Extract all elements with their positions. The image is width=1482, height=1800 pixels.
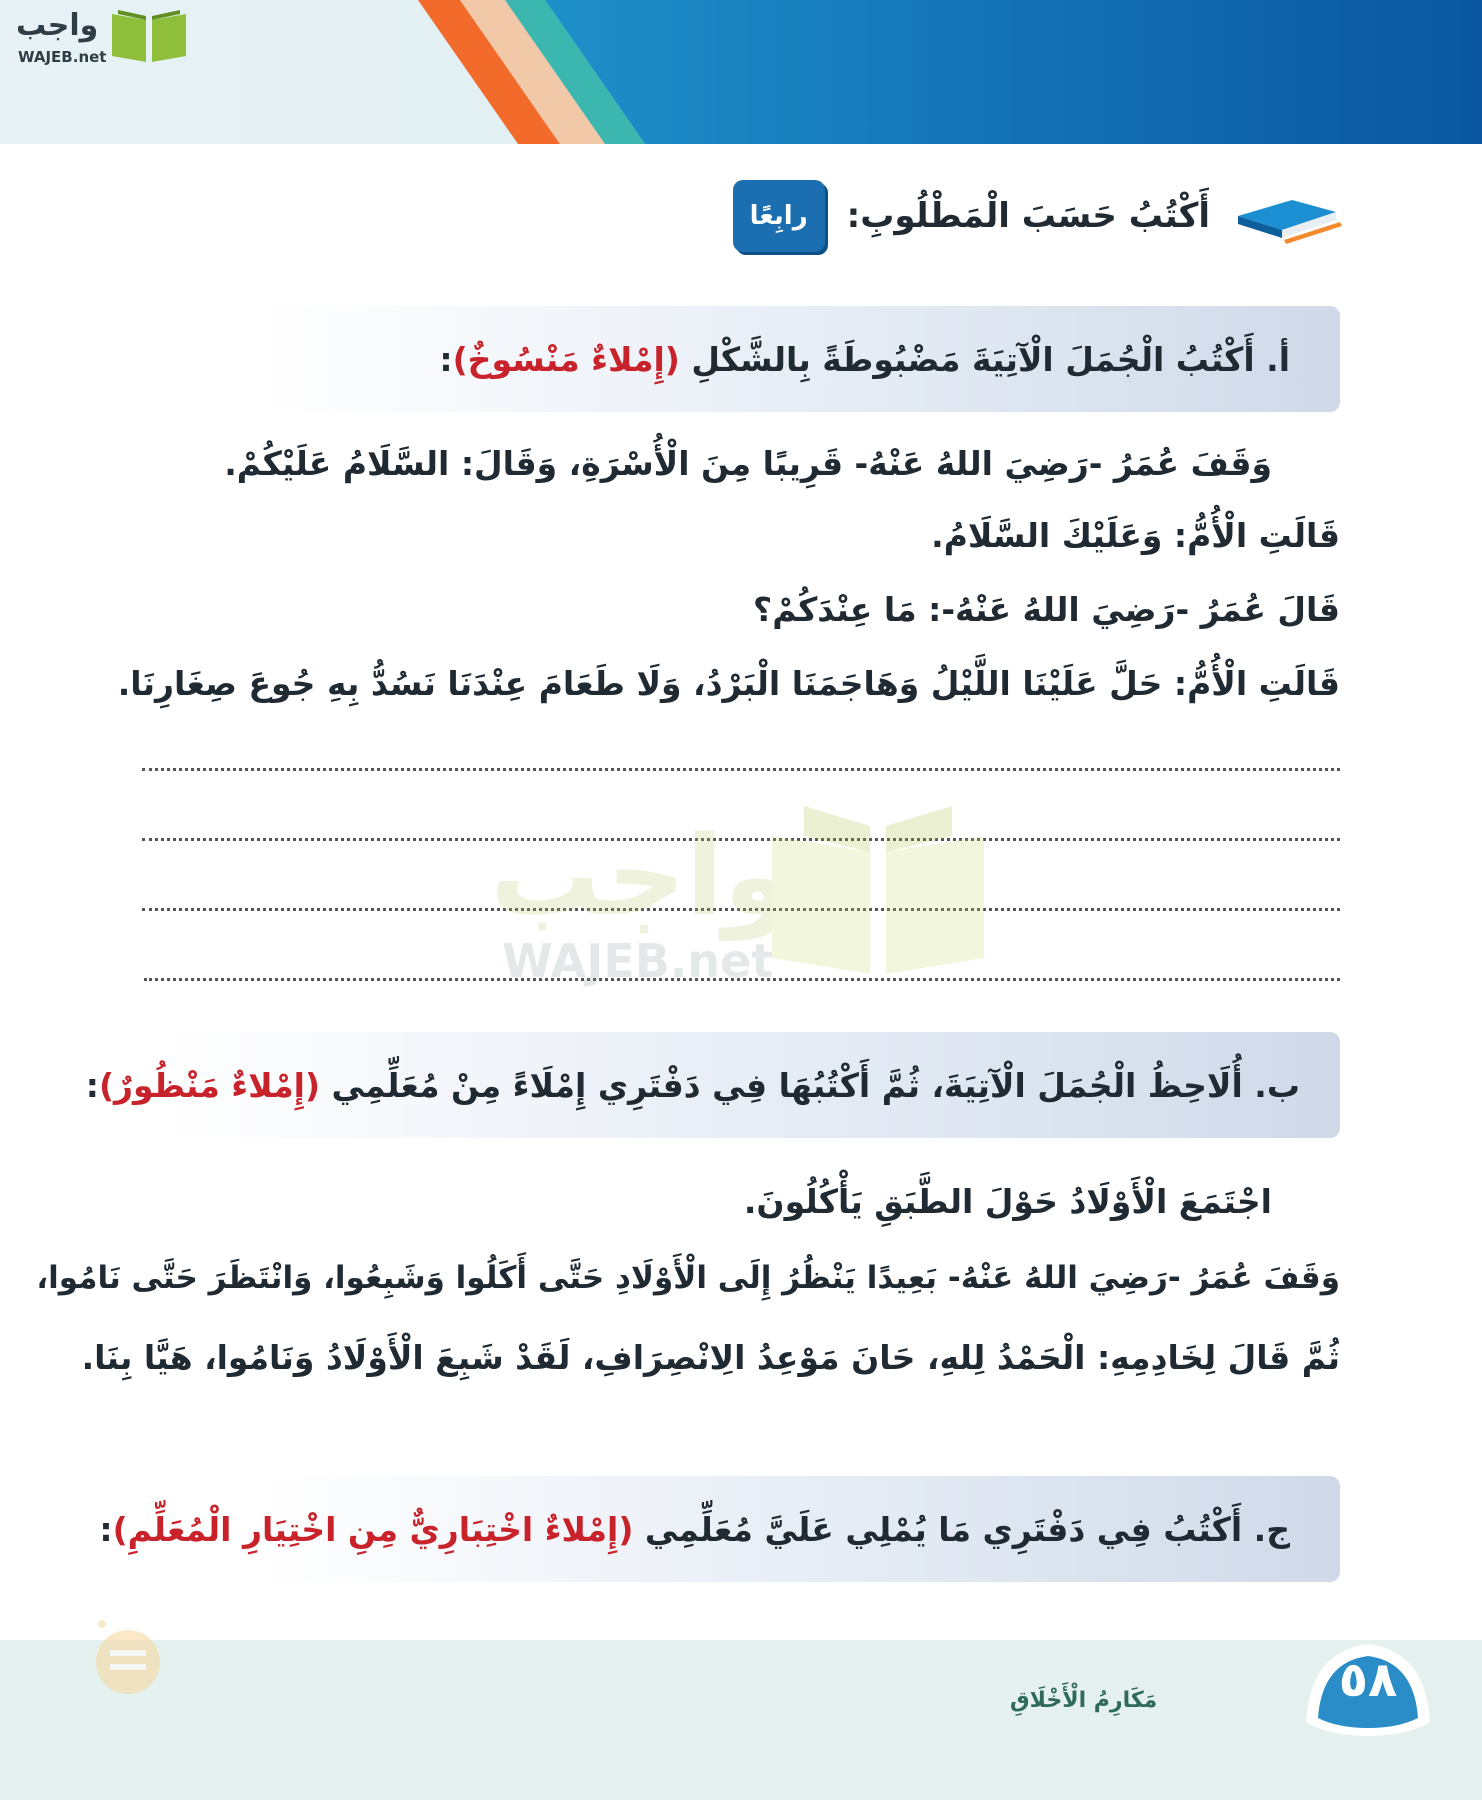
- logo-text-en: WAJEB.net: [18, 48, 107, 66]
- watermark: [490, 812, 1000, 1002]
- section-heading: [733, 178, 1342, 254]
- task-b-bar: [85, 1032, 1340, 1138]
- task-a-bar: [260, 306, 1340, 412]
- task-b-colon: :: [85, 1065, 99, 1105]
- watermark-text-en: WAJEB.net: [502, 934, 774, 988]
- task-a-line-4: قَالَتِ الْأُمُّ: حَلَّ عَلَيْنَا اللَّيْلُ وَهَاجَمَنَا الْبَرْدُ، وَلَا طَعَامَ عِنْدَنَا نَسُدُّ بِهِ جُوعَ صِغَارِنَا.: [117, 664, 1340, 703]
- book-logo-icon: [108, 6, 190, 64]
- task-b-type: (إِمْلاءٌ مَنْظُورٌ): [98, 1065, 321, 1105]
- book-pencil-icon: [1232, 186, 1342, 246]
- task-a-colon: :: [439, 339, 453, 379]
- task-c-label: ج. أَكْتُبُ فِي دَفْتَرِي مَا يُمْلِي عَلَيَّ مُعَلِّمِي: [644, 1509, 1290, 1549]
- task-a-instruction: [439, 340, 1290, 379]
- task-b-instruction: [86, 1066, 1300, 1105]
- task-a-line-2: قَالَتِ الْأُمُّ: وَعَلَيْكَ السَّلَامُ.: [931, 516, 1340, 555]
- task-a-line-1: وَقَفَ عُمَرُ -رَضِيَ اللهُ عَنْهُ- قَرِيبًا مِنَ الْأُسْرَةِ، وَقَالَ: السَّلَامُ عَلَيْكُمْ.: [224, 444, 1272, 483]
- task-b-label: ب. أُلَاحِظُ الْجُمَلَ الْآتِيَةَ، ثُمَّ أَكْتُبُهَا فِي دَفْتَرِي إِمْلَاءً مِنْ مُعَلِّمِي: [331, 1065, 1300, 1105]
- task-c-instruction: [99, 1510, 1290, 1549]
- task-a-type: (إِمْلاءٌ مَنْسُوخٌ): [452, 339, 680, 379]
- task-c-colon: :: [99, 1509, 113, 1549]
- task-b-line-3: ثُمَّ قَالَ لِخَادِمِهِ: الْحَمْدُ لِلهِ، حَانَ مَوْعِدُ الِانْصِرَافِ، لَقَدْ شَبِعَ الْأَوْلَادُ وَنَامُوا، هَيَّا بِنَا.: [81, 1338, 1340, 1377]
- wajeb-logo[interactable]: [8, 6, 193, 68]
- logo-text-ar: واجب: [16, 8, 99, 43]
- page-number: ٥٨: [1338, 1652, 1398, 1708]
- header-banner: [0, 0, 1482, 144]
- writing-line-1[interactable]: [142, 768, 1340, 771]
- task-c-type: (إِمْلاءٌ اخْتِبَارِيٌّ مِنِ اخْتِيَارِ الْمُعَلِّمِ): [112, 1509, 634, 1549]
- task-c-bar: [99, 1476, 1340, 1582]
- corner-decoration-icon: [88, 1610, 168, 1700]
- section-title: أَكْتُبُ حَسَبَ الْمَطْلُوبِ:: [846, 196, 1210, 236]
- watermark-text-ar: واجب: [490, 812, 792, 940]
- task-a-line-3: قَالَ عُمَرُ -رَضِيَ اللهُ عَنْهُ-: مَا عِنْدَكُمْ؟: [753, 590, 1340, 629]
- task-a-label: أ. أَكْتُبُ الْجُمَلَ الْآتِيَةَ مَضْبُوطَةً بِالشَّكْلِ: [691, 339, 1290, 379]
- footer-band: [0, 1640, 1482, 1800]
- task-b-line-1: اجْتَمَعَ الْأَوْلَادُ حَوْلَ الطَّبَقِ يَأْكُلُونَ.: [743, 1182, 1272, 1221]
- task-b-line-2: وَقَفَ عُمَرُ -رَضِيَ اللهُ عَنْهُ- بَعِيدًا يَنْظُرُ إِلَى الْأَوْلَادِ حَتَّى أَكَلُوا وَشَبِعُوا، وَانْتَظَرَ حَتَّى نَامُوا،: [36, 1260, 1340, 1296]
- section-badge: رابِعًا: [733, 180, 825, 252]
- unit-title: مَكَارِمُ الْأَخْلَاقِ: [1010, 1688, 1158, 1713]
- watermark-book-icon: [764, 806, 992, 976]
